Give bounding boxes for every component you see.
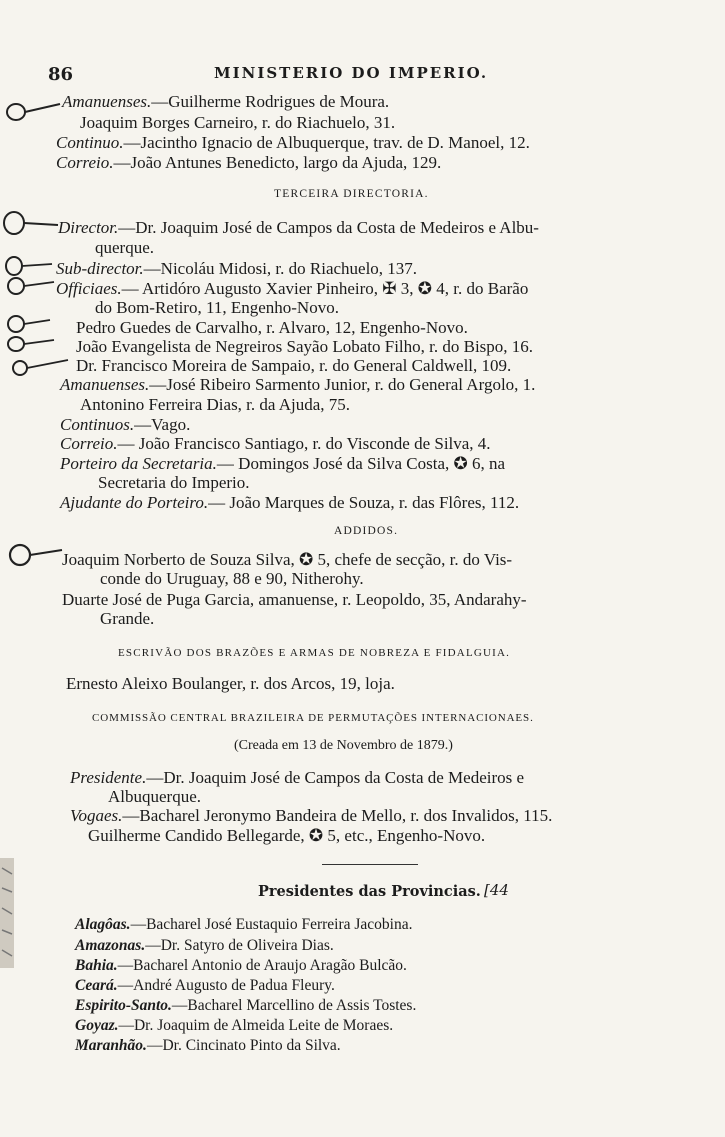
role-label: Sub-director. xyxy=(56,259,144,278)
role-label: Continuos. xyxy=(60,415,135,434)
pen-mark-icon xyxy=(6,356,72,380)
pen-mark-icon xyxy=(0,205,62,241)
role-label: Porteiro da Secretaria. xyxy=(60,454,217,473)
role-label: Ceará. xyxy=(75,977,118,994)
text-line xyxy=(95,298,339,318)
text-line xyxy=(60,375,535,395)
text-line xyxy=(80,395,350,415)
line-text: —André Augusto de Padua Fleury. xyxy=(117,977,335,994)
role-label: Director. xyxy=(58,218,119,237)
role-label: Amanuenses. xyxy=(60,375,150,394)
line-text: —João Antunes Benedicto, largo da Ajuda, 129. xyxy=(113,153,442,172)
text-line: Duarte José de Puga Garcia, amanuense, r. Leopoldo, 35, Andarahy- xyxy=(62,590,527,609)
text-line xyxy=(108,787,201,807)
line-text: João Evangelista de Negreiros Sayão Lobato Filho, r. do Bispo, 16. xyxy=(76,337,534,356)
line-text: — Artidóro Augusto Xavier Pinheiro, ✠ 3, ✪ 4, r. do Barão xyxy=(121,279,529,298)
role-label: Continuo. xyxy=(56,133,124,152)
line-text: —Vago. xyxy=(134,415,191,434)
text-line xyxy=(56,153,441,173)
page-title: MINISTERIO DO IMPERIO. xyxy=(214,64,489,82)
text-line xyxy=(62,92,389,112)
section-heading: COMMISSÃO CENTRAL BRAZILEIRA DE PERMUTAÇÕES INTERNACIONAES. xyxy=(92,712,534,724)
binding-edge xyxy=(0,858,22,968)
line-text: —Dr. Satyro de Oliveira Dias. xyxy=(145,937,334,954)
text-line xyxy=(60,454,505,474)
text-line xyxy=(56,133,530,153)
line-text: —Bacharel José Eustaquio Ferreira Jacobina. xyxy=(130,916,413,933)
role-label: Presidente. xyxy=(70,768,147,787)
line-text: —Dr. Joaquim de Almeida Leite de Moraes. xyxy=(118,1017,394,1034)
line-text: —Dr. Joaquim José de Campos da Costa de Medeiros e xyxy=(146,768,525,787)
section-heading: ADDIDOS. xyxy=(334,525,399,537)
pen-mark-icon xyxy=(4,538,64,572)
text-line xyxy=(60,493,519,513)
line-text: Antonino Ferreira Dias, r. da Ajuda, 75. xyxy=(80,395,351,414)
line-text: — João Francisco Santiago, r. do Visconde de Silva, 4. xyxy=(117,434,491,453)
text-line xyxy=(58,218,539,238)
role-label: Maranhão. xyxy=(75,1037,147,1054)
line-text: —Jacintho Ignacio de Albuquerque, trav. de D. Manoel, 12. xyxy=(123,133,530,152)
role-label: Ajudante do Porteiro. xyxy=(60,493,209,512)
text-line xyxy=(88,826,485,846)
role-label: Amazonas. xyxy=(75,937,146,954)
text-line: conde do Uruguay, 88 e 90, Nitherohy. xyxy=(100,569,364,588)
line-text: Pedro Guedes de Carvalho, r. Alvaro, 12, Engenho-Novo. xyxy=(76,318,468,337)
text-line xyxy=(56,259,417,279)
text-line xyxy=(75,915,412,935)
line-text: querque. xyxy=(95,238,155,257)
section-heading: ESCRIVÃO DOS BRAZÕES E ARMAS DE NOBREZA E FIDALGUIA. xyxy=(118,647,511,659)
text-line: Joaquim Norberto de Souza Silva, ✪ 5, chefe de secção, r. do Vis- xyxy=(62,550,513,569)
text-line: Grande. xyxy=(100,609,155,628)
section-subheading: (Creada em 13 de Novembro de 1879.) xyxy=(234,738,453,753)
role-label: Espirito-Santo. xyxy=(75,997,172,1014)
text-line xyxy=(76,318,468,338)
line-text: — Domingos José da Silva Costa, ✪ 6, na xyxy=(216,454,506,473)
page-number: 86 xyxy=(48,64,74,85)
text-line xyxy=(75,956,407,976)
role-label: Goyaz. xyxy=(75,1017,119,1034)
line-text: —Dr. Cincinato Pinto da Silva. xyxy=(146,1037,341,1054)
line-text: —Nicoláu Midosi, r. do Riachuelo, 137. xyxy=(143,259,418,278)
pen-mark-icon xyxy=(0,90,70,130)
role-label: Alagôas. xyxy=(75,916,131,933)
role-label: Amanuenses. xyxy=(62,92,152,111)
line-text: Guilherme Candido Bellegarde, ✪ 5, etc., Engenho-Novo. xyxy=(88,826,486,845)
text-line xyxy=(60,434,491,454)
text-line xyxy=(60,415,190,435)
line-text: —Bacharel Marcellino de Assis Tostes. xyxy=(171,997,417,1014)
line-text: —Bacharel Antonio de Araujo Aragão Bulcão. xyxy=(117,957,407,974)
line-text: Joaquim Borges Carneiro, r. do Riachuelo, 31. xyxy=(80,113,396,132)
role-label: Correio. xyxy=(60,434,118,453)
line-text: — João Marques de Souza, r. das Flôres, 112. xyxy=(208,493,520,512)
line-text: Dr. Francisco Moreira de Sampaio, r. do General Caldwell, 109. xyxy=(76,356,512,375)
line-text: —Dr. Joaquim José de Campos da Costa de Medeiros e Albu- xyxy=(118,218,539,237)
divider xyxy=(322,864,418,865)
role-label: Bahia. xyxy=(75,957,118,974)
role-label: Correio. xyxy=(56,153,114,172)
pen-mark-icon xyxy=(4,332,56,356)
text-line xyxy=(80,113,395,133)
section-heading: Presidentes das Provincias. xyxy=(258,883,481,900)
text-line xyxy=(98,473,250,493)
text-line xyxy=(75,936,334,956)
line-text: Secretaria do Imperio. xyxy=(98,473,250,492)
text-line xyxy=(95,238,154,258)
text-line xyxy=(75,1016,393,1036)
role-label: Vogaes. xyxy=(70,806,123,825)
line-text: —José Ribeiro Sarmento Junior, r. do General Argolo, 1. xyxy=(149,375,536,394)
text-line: Ernesto Aleixo Boulanger, r. dos Arcos, 19, loja. xyxy=(66,674,395,693)
pen-mark-icon xyxy=(4,272,59,300)
role-label: Officiaes. xyxy=(56,279,122,298)
text-line xyxy=(70,806,552,826)
section-heading: TERCEIRA DIRECTORIA. xyxy=(274,188,429,200)
text-line xyxy=(75,976,335,996)
text-line xyxy=(56,279,528,299)
text-line xyxy=(76,356,511,376)
text-line xyxy=(75,1036,341,1056)
text-line xyxy=(76,337,533,357)
text-line xyxy=(75,996,416,1016)
line-text: do Bom-Retiro, 11, Engenho-Novo. xyxy=(95,298,339,317)
text-line xyxy=(70,768,524,788)
line-text: Albuquerque. xyxy=(108,787,202,806)
line-text: —Guilherme Rodrigues de Moura. xyxy=(151,92,390,111)
handwritten-note: [44 xyxy=(484,881,509,899)
line-text: —Bacharel Jeronymo Bandeira de Mello, r. dos Invalidos, 115. xyxy=(122,806,553,825)
